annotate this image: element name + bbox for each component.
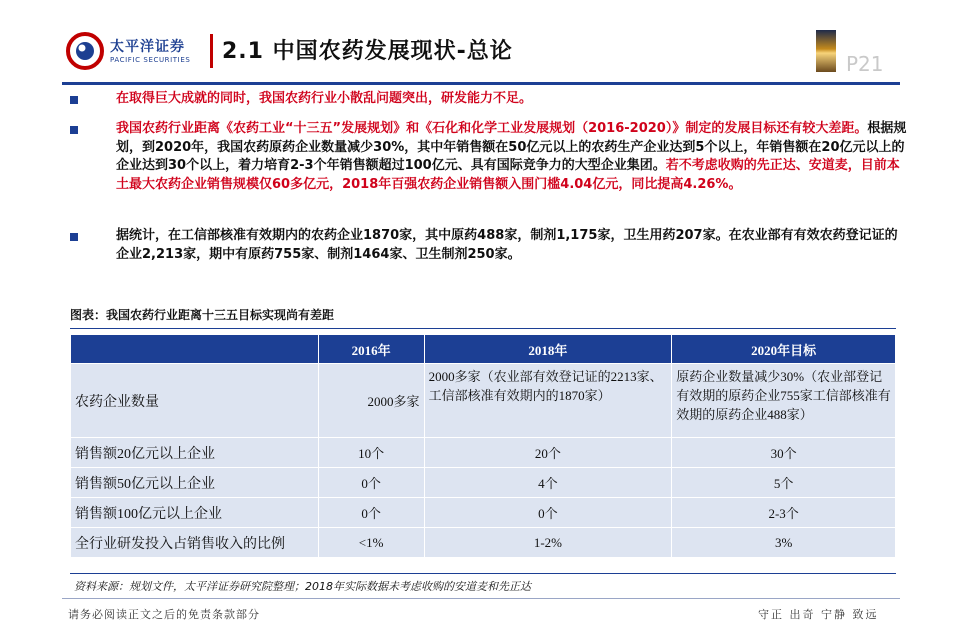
table-cell: <1%: [318, 528, 424, 558]
table-cell: 4个: [424, 468, 672, 498]
logo-icon: [66, 32, 104, 70]
table-row: [71, 528, 896, 558]
bullet-text-black: 根据规划，到2020年，我国农药原药企业数量减少30%，其中年销售额在50亿元以上的农药生产企业达到5个以上，年销售额在20亿元以上的企业达到30个以上，着力培育2-3个年销售额超过100亿元、具有国际竞争力的大型企业集团。: [116, 121, 907, 173]
table-cell: 原药企业数量减少30%（农业部登记有效期的原药企业755家工信部核准有效期的原药企业488家）: [672, 364, 896, 438]
bullet-square-icon: [70, 233, 78, 241]
table-cell: 2-3个: [672, 498, 896, 528]
table-cell: 5个: [672, 468, 896, 498]
footer-rule: [62, 598, 900, 599]
bullet-square-icon: [70, 96, 78, 104]
bullet-text-red: 在取得巨大成就的同时，我国农药行业小散乱问题突出，研发能力不足。: [116, 91, 533, 106]
table-cell: 20个: [424, 438, 672, 468]
decorative-image: [816, 30, 836, 72]
logo-text-cn: 太平洋证券: [110, 39, 185, 55]
table-cell: 30个: [672, 438, 896, 468]
table-header-cell: 2016年: [318, 335, 424, 364]
table-cell: 2000多家: [318, 364, 424, 438]
caption-rule: [70, 328, 896, 329]
logo-text-en: PACIFIC SECURITIES: [110, 56, 191, 64]
data-table: [70, 334, 896, 558]
bullet-text: [116, 90, 908, 109]
table-cell: 0个: [318, 468, 424, 498]
table-cell: 农药企业数量: [71, 364, 319, 438]
table-cell: 销售额20亿元以上企业: [71, 438, 319, 468]
source-rule: [70, 573, 896, 574]
table-cell: 10个: [318, 438, 424, 468]
table-cell: 0个: [424, 498, 672, 528]
bullet-text-black: 据统计，在工信部核准有效期内的农药企业1870家，其中原药488家，制剂1,175家，卫生用药207家。在农业部有有效农药登记证的企业2,213家，期中有原药755家、制剂1464家、卫生制剂250家。: [116, 228, 898, 262]
table-header-cell: 2018年: [424, 335, 672, 364]
bullet-text-red: 我国农药行业距离《农药工业“十三五”发展规划》和《石化和化学工业发展规划（2016-2020）》制定的发展目标还有较大差距。: [116, 121, 868, 136]
table-row: [71, 438, 896, 468]
table-cell: 3%: [672, 528, 896, 558]
source-note: 资料来源：规划文件，太平洋证券研究院整理；2018年实际数据未考虑收购的安道麦和先正达: [74, 580, 531, 593]
table-header-cell: 2020年目标: [672, 335, 896, 364]
header-divider: [210, 34, 213, 68]
footer-disclaimer: 请务必阅读正文之后的免责条款部分: [68, 608, 260, 621]
figure-caption: 图表：我国农药行业距离十三五目标实现尚有差距: [70, 308, 335, 322]
footer-slogan: 守正 出奇 宁静 致远: [758, 608, 879, 621]
header-rule: [62, 82, 900, 85]
table-cell: 1-2%: [424, 528, 672, 558]
company-logo: [62, 28, 210, 74]
table-header-cell: [71, 335, 319, 364]
table-cell: 0个: [318, 498, 424, 528]
page-number: P21: [846, 52, 884, 76]
bullet-text: [116, 227, 908, 264]
table-header-row: [71, 335, 896, 364]
table-row: [71, 498, 896, 528]
table-row: [71, 364, 896, 438]
table-cell: 全行业研发投入占销售收入的比例: [71, 528, 319, 558]
page-title: 2.1 中国农药发展现状-总论: [222, 39, 513, 64]
table-cell: 2000多家（农业部有效登记证的2213家、工信部核准有效期内的1870家）: [424, 364, 672, 438]
bullet-text-red-2: 若不考虑收购的先正达、安道麦，目前本土最大农药企业销售规模仅60多亿元，2018年百强农药企业销售额入围门槛4.04亿元，同比提高4.26%。: [116, 158, 900, 192]
bullet-square-icon: [70, 126, 78, 134]
table-row: [71, 468, 896, 498]
bullet-text: [116, 120, 908, 194]
table-cell: 销售额50亿元以上企业: [71, 468, 319, 498]
table-cell: 销售额100亿元以上企业: [71, 498, 319, 528]
